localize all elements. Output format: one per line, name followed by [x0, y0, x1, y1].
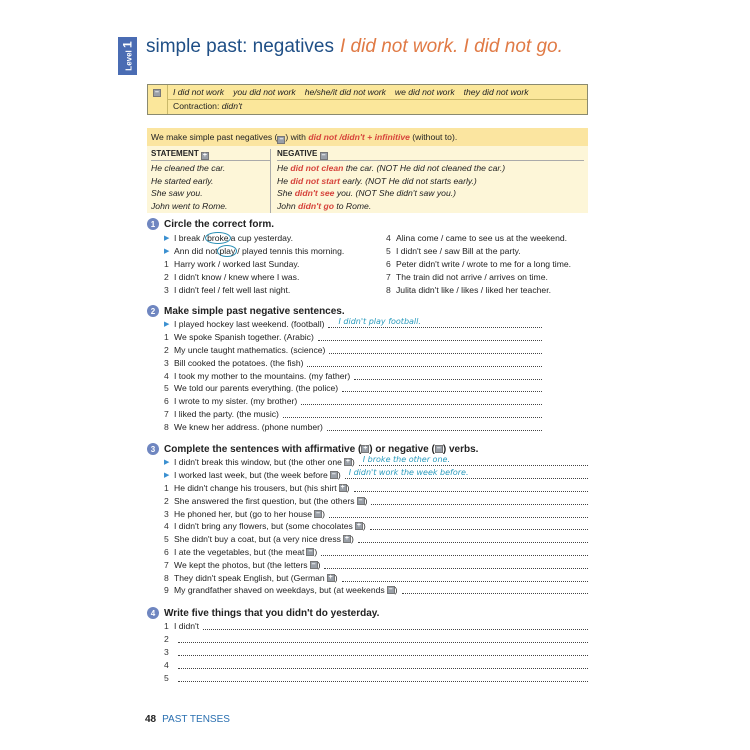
- example-text: John: [277, 200, 299, 211]
- answer-line[interactable]: [178, 635, 588, 643]
- exercise-instruction: Make simple past negative sentences.: [164, 305, 345, 317]
- item-text: I didn't bring any flowers, but (some chocolates: [174, 521, 353, 532]
- negative-example: [277, 176, 584, 189]
- answer-line[interactable]: [203, 622, 588, 630]
- negative-sign-icon: –: [320, 152, 328, 160]
- item-number: 1: [164, 621, 169, 632]
- item-text: We spoke Spanish together. (Arabic): [174, 332, 314, 343]
- answer-line[interactable]: [354, 372, 542, 380]
- forms-box: [147, 84, 588, 115]
- item-text: The train did not arrive / arrives on time.: [396, 271, 548, 282]
- exercise-item: [164, 633, 588, 646]
- example-item: [164, 318, 542, 331]
- item-text: They didn't speak English, but (German: [174, 572, 325, 583]
- item-text: Bill cooked the potatoes. (the fish): [174, 357, 304, 368]
- example-arrow-icon: ▶: [164, 235, 170, 243]
- rule-intro: [147, 128, 588, 146]
- item-text: I didn't know / knew where I was.: [174, 271, 300, 282]
- answer-line[interactable]: [342, 574, 588, 582]
- negative-sign-icon: –: [277, 136, 285, 144]
- contraction-value: didn't: [221, 101, 243, 111]
- section-name: PAST TENSES: [162, 714, 230, 725]
- answer-line[interactable]: [370, 522, 588, 530]
- verb-form: they did not work: [463, 87, 529, 97]
- exercise-3: [147, 443, 588, 597]
- exercise-item: [164, 258, 386, 271]
- item-number: 8: [386, 284, 391, 295]
- exercise-item: [164, 520, 588, 533]
- negative-header: NEGATIVE: [277, 149, 318, 158]
- answer-line[interactable]: [178, 674, 588, 682]
- exercise-item: [164, 482, 588, 495]
- example-arrow-icon: ▶: [164, 248, 170, 256]
- exercise-number-icon: 4: [147, 607, 159, 619]
- answer-line[interactable]: [345, 468, 588, 479]
- plus-sign-icon: +: [344, 535, 349, 543]
- negative-sign-icon: –: [330, 471, 338, 479]
- item-text: I ate the vegetables, but (the meat: [174, 546, 305, 557]
- item-text: He phoned her, but (go to her house: [174, 508, 313, 519]
- paren: ): [350, 534, 354, 545]
- exercise-item: [386, 258, 571, 271]
- plus-sign-icon: +: [363, 445, 368, 452]
- item-text: I didn't break this window, but (the other one: [174, 457, 342, 468]
- level-label: Level: [124, 50, 134, 71]
- paren: ): [346, 482, 350, 493]
- negative-example: [277, 201, 584, 214]
- intro-text: ) with: [285, 132, 309, 142]
- item-text: I didn't feel / felt well last night.: [174, 284, 291, 295]
- example-arrow-icon: ▶: [164, 321, 170, 329]
- item-text: I wrote to my sister. (my brother): [174, 396, 298, 407]
- item-number: 7: [164, 559, 169, 570]
- item-number: 3: [164, 284, 169, 295]
- exercise-item: [386, 245, 571, 258]
- example-arrow-icon: ▶: [164, 459, 170, 467]
- item-text: She answered the first question, but (the others: [174, 495, 355, 506]
- item-text: Alina come / came to see us at the weekend.: [396, 233, 568, 244]
- paren: ): [317, 559, 321, 570]
- exercise-1: [147, 218, 588, 296]
- item-number: 3: [164, 646, 169, 657]
- exercise-instruction: ) or negative (: [369, 443, 435, 455]
- exercise-instruction: Complete the sentences with affirmative (: [164, 443, 362, 455]
- example-item: [164, 232, 386, 245]
- verb-form: you did not work: [233, 87, 296, 97]
- exercise-item: [164, 571, 588, 584]
- item-text: My uncle taught mathematics. (science): [174, 344, 326, 355]
- circled-answer[interactable]: play: [219, 246, 236, 257]
- statement-example: She saw you.: [151, 188, 203, 198]
- paren: ): [322, 508, 325, 519]
- answer-line[interactable]: [178, 661, 588, 669]
- example-text: She: [277, 188, 295, 198]
- plus-sign-icon: +: [328, 573, 333, 581]
- exercise-item: [386, 270, 571, 283]
- negative-example: [277, 188, 584, 201]
- paren: ): [362, 521, 366, 532]
- exercise-item: [386, 283, 571, 296]
- paren: ): [364, 495, 368, 506]
- item-number: 5: [164, 672, 169, 683]
- exercise-item: [164, 546, 588, 559]
- exercise-number-icon: 3: [147, 443, 159, 455]
- item-text: My grandfather shaved on weekdays, but (at weekends: [174, 585, 385, 596]
- answer-line[interactable]: [402, 586, 588, 594]
- exercise-instruction: Circle the correct form.: [164, 218, 275, 230]
- negative-example: [277, 163, 584, 176]
- item-text: I didn't see / saw Bill at the party.: [396, 246, 521, 257]
- item-number: 8: [164, 421, 169, 432]
- exercise-item: [164, 283, 386, 296]
- intro-highlight: did not /didn't + infinitive: [308, 132, 410, 142]
- exercise-item: [164, 420, 542, 433]
- exercise-item: [164, 620, 588, 633]
- item-number: 1: [164, 258, 169, 269]
- negative-sign-icon: –: [314, 510, 322, 518]
- item-text: Harry work / worked last Sunday.: [174, 258, 300, 269]
- item-text: I didn't: [174, 621, 200, 632]
- answer-line[interactable]: [307, 359, 542, 367]
- answer-line[interactable]: [358, 535, 588, 543]
- item-text: I played hockey last weekend. (football): [174, 319, 325, 330]
- contraction-row: [173, 101, 242, 111]
- forms-row: [173, 87, 538, 97]
- item-number: 6: [164, 396, 169, 407]
- answer-line[interactable]: [318, 333, 542, 341]
- level-number: 1: [120, 41, 135, 48]
- exercise-instruction: ) verbs.: [442, 443, 479, 455]
- verb-form: he/she/it did not work: [304, 87, 386, 97]
- item-text: I break /: [174, 233, 206, 244]
- item-number: 2: [164, 634, 169, 645]
- exercise-item: [164, 584, 588, 597]
- exercise-number-icon: 1: [147, 218, 159, 230]
- item-number: 6: [386, 258, 391, 269]
- item-number: 1: [164, 332, 169, 343]
- item-number: 2: [164, 344, 169, 355]
- example-text: early. (NOT He did not starts early.): [340, 175, 477, 186]
- example-item: [164, 245, 386, 258]
- statement-example: He started early.: [151, 175, 214, 186]
- item-text: I took my mother to the mountains. (my father): [174, 370, 351, 381]
- plus-sign-icon: +: [202, 152, 207, 159]
- negative-column: [271, 149, 584, 213]
- answer-line[interactable]: [329, 510, 588, 518]
- paren: ): [334, 572, 338, 583]
- handwritten-answer: I didn't play football.: [338, 317, 421, 327]
- contraction-label: Contraction:: [173, 101, 220, 111]
- item-text: We told our parents everything. (the police): [174, 383, 339, 394]
- statement-column: [151, 149, 271, 213]
- item-number: 6: [164, 546, 169, 557]
- exercise-item: [164, 331, 542, 344]
- negative-highlight: did not start: [290, 175, 341, 186]
- item-number: 1: [164, 482, 169, 493]
- exercise-item: [164, 344, 542, 357]
- item-text: We knew her address. (phone number): [174, 421, 323, 432]
- paren: ): [394, 585, 398, 596]
- item-text: a cup yesterday.: [230, 233, 293, 244]
- item-text: I liked the party. (the music): [174, 408, 279, 419]
- item-text: She didn't buy a coat, but (a very nice dress: [174, 534, 341, 545]
- handwritten-answer: I didn't work the week before.: [348, 468, 469, 478]
- item-number: 2: [164, 495, 169, 506]
- item-number: 5: [386, 246, 391, 257]
- exercise-item: [164, 382, 542, 395]
- statement-header: STATEMENT: [151, 149, 199, 158]
- negative-sign-icon: –: [387, 586, 395, 594]
- answer-line[interactable]: [321, 548, 588, 556]
- exercise-item: [164, 646, 588, 659]
- page-title: [146, 36, 563, 58]
- item-number: 8: [164, 572, 169, 583]
- statement-example: John went to Rome.: [151, 200, 228, 211]
- example-text: the car. (NOT He did not cleaned the car.): [343, 163, 506, 173]
- plus-sign-icon: +: [345, 458, 350, 466]
- intro-text: We make simple past negatives (: [151, 132, 278, 142]
- negative-sign-icon: –: [435, 445, 443, 453]
- example-item: [164, 469, 588, 482]
- exercise-item: [164, 658, 588, 671]
- exercise-item: [164, 369, 542, 382]
- answer-line[interactable]: [327, 423, 542, 431]
- exercise-2: [147, 305, 542, 433]
- answer-line[interactable]: [371, 497, 588, 505]
- statement-example: He cleaned the car.: [151, 163, 226, 173]
- example-text: to Rome.: [333, 200, 372, 211]
- item-number: 3: [164, 357, 169, 368]
- item-text: He didn't change his trousers, but (his shirt: [174, 482, 337, 493]
- item-number: 2: [164, 271, 169, 282]
- exercise-item: [164, 408, 542, 421]
- item-number: 4: [164, 370, 169, 381]
- item-number: 7: [386, 271, 391, 282]
- negative-highlight: didn't go: [298, 200, 334, 211]
- example-text: you. (NOT She didn't saw you.): [334, 188, 456, 198]
- exercise-item: [164, 270, 386, 283]
- verb-form: I did not work: [173, 87, 225, 97]
- plus-sign-icon: +: [356, 522, 361, 530]
- plus-sign-icon: +: [340, 483, 345, 491]
- exercise-item: [164, 558, 588, 571]
- item-number: 4: [386, 233, 391, 244]
- item-text: I worked last week, but (the week before: [174, 470, 328, 481]
- exercise-instruction: Write five things that you didn't do yesterday.: [164, 607, 380, 619]
- item-number: 7: [164, 408, 169, 419]
- exercise-number-icon: 2: [147, 305, 159, 317]
- answer-line[interactable]: [301, 397, 542, 405]
- negative-highlight: didn't see: [294, 188, 335, 198]
- item-text: / played tennis this morning.: [237, 246, 345, 257]
- circled-answer[interactable]: broke: [207, 233, 229, 244]
- page-footer: [145, 714, 230, 725]
- negative-sign-icon: –: [153, 89, 161, 97]
- answer-line[interactable]: [329, 346, 542, 354]
- negative-sign-icon: –: [310, 561, 318, 569]
- paren: ): [351, 457, 355, 468]
- paren: ): [337, 470, 341, 481]
- verb-form: we did not work: [394, 87, 455, 97]
- example-text: He: [277, 175, 291, 186]
- paren: ): [314, 546, 318, 557]
- item-number: 5: [164, 383, 169, 394]
- item-text: We kept the photos, but (the letters: [174, 559, 308, 570]
- item-number: 5: [164, 534, 169, 545]
- item-number: 4: [164, 659, 169, 670]
- item-number: 4: [164, 521, 169, 532]
- page-number: 48: [145, 714, 157, 725]
- item-text: Peter didn't write / wrote to me for a long time.: [396, 258, 572, 269]
- answer-line[interactable]: [283, 410, 542, 418]
- exercise-item: [386, 232, 571, 245]
- exercise-item: [164, 395, 542, 408]
- exercise-item: [164, 356, 542, 369]
- title-examples: I did not work. I did not go.: [340, 36, 563, 57]
- exercise-4: [147, 607, 588, 684]
- item-text: Ann did not: [174, 246, 218, 257]
- answer-line[interactable]: [342, 384, 542, 392]
- handwritten-answer: I broke the other one.: [362, 455, 450, 465]
- exercise-item: [164, 494, 588, 507]
- answer-line[interactable]: [359, 455, 588, 466]
- title-text: simple past: negatives: [146, 36, 334, 57]
- rule-box: [147, 128, 588, 213]
- level-tab: [118, 37, 137, 75]
- negative-sign-icon: –: [306, 548, 314, 556]
- example-arrow-icon: ▶: [164, 472, 170, 480]
- exercise-item: [164, 671, 588, 684]
- exercise-item: [164, 533, 588, 546]
- example-text: He: [277, 163, 291, 173]
- item-text: Julita didn't like / likes / liked her teacher.: [396, 284, 551, 295]
- answer-line[interactable]: [178, 648, 588, 656]
- example-item: [164, 456, 588, 469]
- answer-line[interactable]: [354, 484, 589, 492]
- intro-text: (without to).: [409, 132, 458, 142]
- negative-highlight: did not clean: [290, 163, 344, 173]
- answer-line[interactable]: [324, 561, 588, 569]
- answer-line[interactable]: [328, 317, 542, 328]
- exercise-item: [164, 507, 588, 520]
- negative-sign-icon: –: [357, 497, 365, 505]
- item-number: 3: [164, 508, 169, 519]
- item-number: 9: [164, 585, 169, 596]
